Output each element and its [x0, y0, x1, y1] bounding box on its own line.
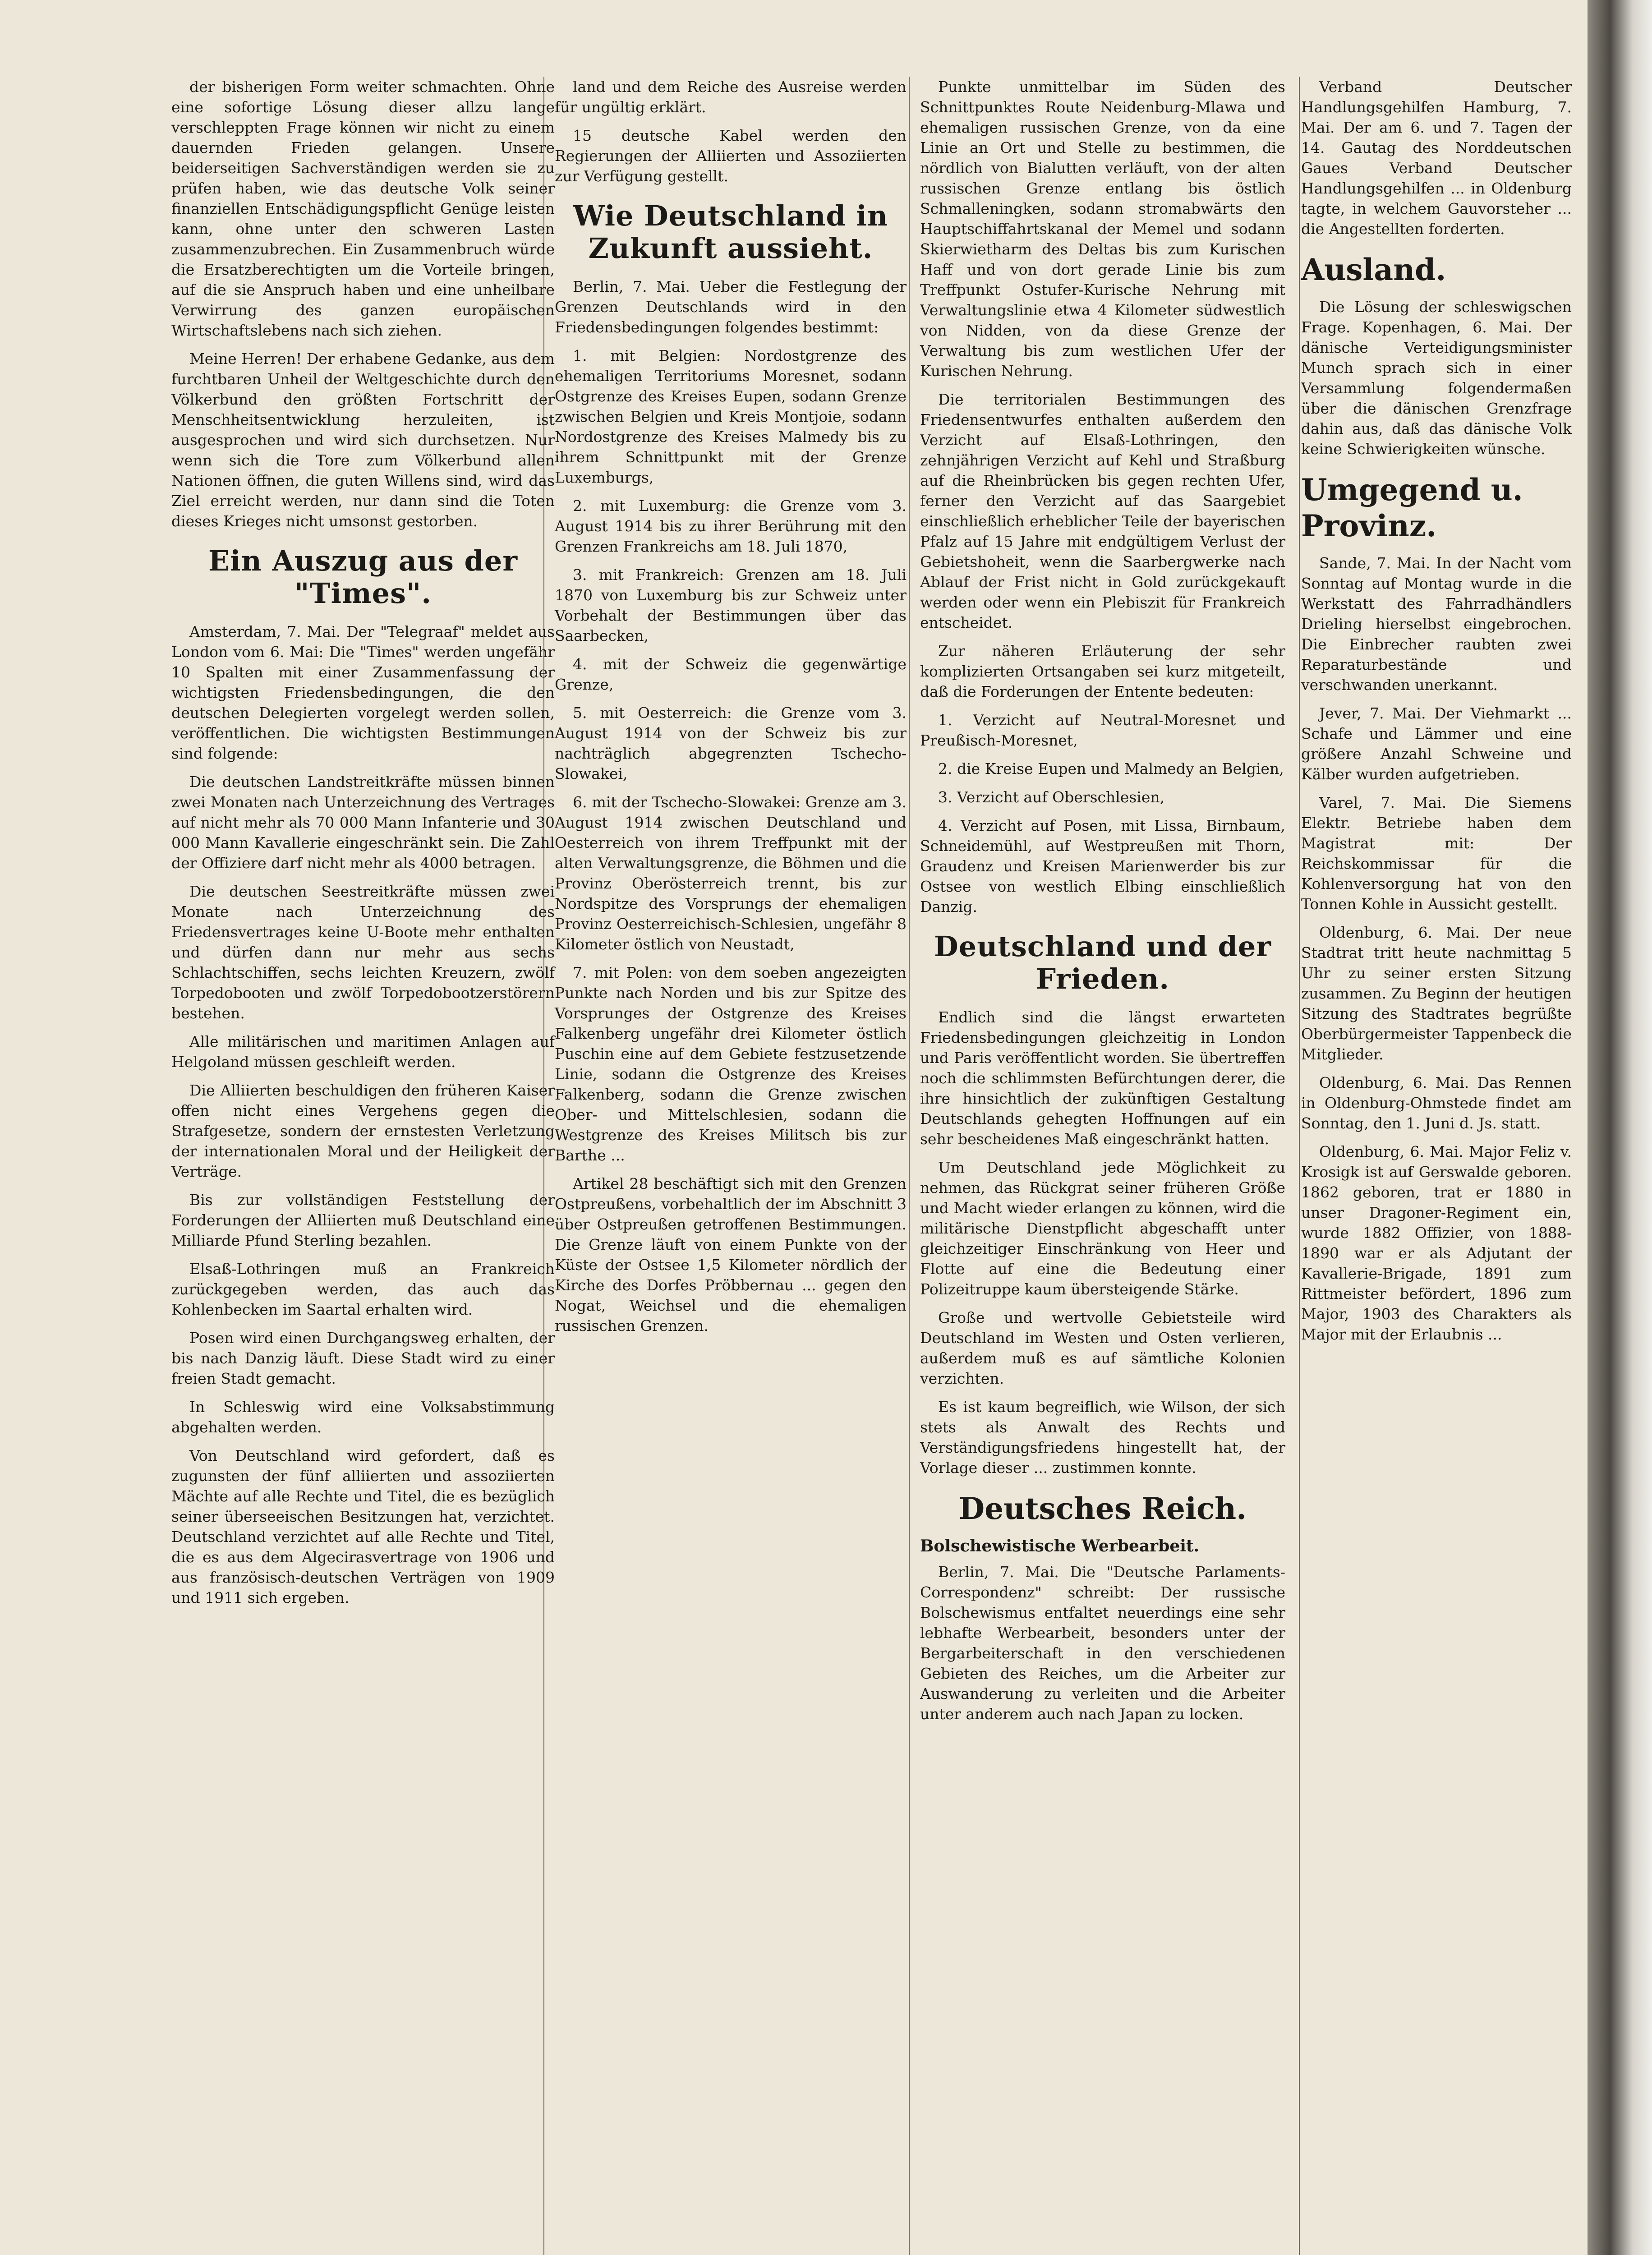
column-1 [171, 77, 555, 2255]
article-paragraph: Punkte unmittelbar im Süden des Schnittpunktes Route Neidenburg-Mlawa und ehemaligen russischen Grenze, von da eine Linie an Ort und Stelle zu bestimmen, die nördlich von Bialutten verläuft, von der alten russischen Grenze entlang bis östlich Schmalleningken, sodann stromabwärts den Hauptschiffahrtskanal der Memel und sodann Skierwietharm des Deltas bis zum Kurischen Haff und von dort gerade Linie bis zum Treffpunkt Ostufer-Kurische Nehrung mit Verwaltungslinie etwa 4 Kilometer südwestlich von Nidden, von da diese Grenze der Verwaltung bis zum westlichen Ufer der Kurischen Nehrung. [920, 78, 1285, 380]
article-paragraph: 3. Verzicht auf Oberschlesien, [938, 788, 1165, 806]
article-paragraph: Sande, 7. Mai. In der Nacht vom Sonntag auf Montag wurde in die Werkstatt des Fahrradhändlers Drieling hierselbst eingebrochen. Die Einbrecher raubten zwei Reparaturbestände und verschwanden unerkannt. [1301, 554, 1572, 694]
article-paragraph: Die deutschen Seestreitkräfte müssen zwei Monate nach Unterzeichnung des Friedensvertrages keine U-Boote mehr enthalten und dürfen dann nur mehr aus sechs Schlachtschiffen, sechs leichten Kreuzern, zwölf Torpedobooten und zwölf Torpedobootzerstörern bestehen. [171, 883, 555, 1022]
article-paragraph: Varel, 7. Mai. Die Siemens Elektr. Betriebe haben dem Magistrat mit: Der Reichskommissar für die Kohlenversorgung hat von den Tonnen Kohle in Aussicht gestellt. [1301, 794, 1572, 913]
article-paragraph: Große und wertvolle Gebietsteile wird Deutschland im Westen und Osten verlieren, außerdem muß es auf sämtliche Kolonien verzichten. [920, 1309, 1285, 1387]
article-paragraph: der bisherigen Form weiter schmachten. Ohne eine sofortige Lösung dieser allzu lange verschleppten Frage können wir nicht zu einem dauernden Frieden gelangen. Unsere beiderseitigen Sachverständigen werden sie zu prüfen haben, wie das deutsche Volk seiner finanziellen Entschädigungspflicht Genüge leisten kann, ohne unter den schweren Lasten zusammenzubrechen. Ein Zusammenbruch würde die Ersatzberechtigten um die Vorteile bringen, auf die sie Anspruch haben und eine unheilbare Verwirrung des ganzen europäischen Wirtschaftslebens nach sich ziehen. [171, 78, 555, 339]
article-paragraph: Oldenburg, 6. Mai. Der neue Stadtrat tritt heute nachmittag 5 Uhr zu seiner ersten Sitzung zusammen. Zu Beginn der heutigen Sitzung des Stadtrates begrüßte Oberbürgermeister Tappenbeck die Mitglieder. [1301, 924, 1572, 1063]
column-4 [1301, 77, 1572, 2255]
article-paragraph: Um Deutschland jede Möglichkeit zu nehmen, das Rückgrat seiner früheren Größe und Macht wieder erlangen zu können, wird die militärische Dienstpflicht abgeschafft unter gleichzeitiger Einschränkung von Heer und Flotte auf eine die Bedeutung einer Polizeitruppe kaum übersteigende Stärke. [920, 1159, 1285, 1298]
article-subheading: Bolschewistische Werbearbeit. [920, 1537, 1200, 1555]
article-paragraph: 3. mit Frankreich: Grenzen am 18. Juli 1870 von Luxemburg bis zur Schweiz unter Vorbehalt der Bestimmungen über das Saarbecken, [555, 566, 907, 644]
article-paragraph: 7. mit Polen: von dem soeben angezeigten Punkte nach Norden und bis zur Spitze des Vorsprunges der Ostgrenze des Kreises Falkenberg ungefähr drei Kilometer östlich Puschin eine auf dem Gebiete festzusetzende Linie, sodann die Ostgrenze des Kreises Falkenberg, sodann die Grenze zwischen Ober- und Mittelschlesien, sodann die Westgrenze des Kreises Militsch bis zur Barthe ... [555, 964, 907, 1164]
column-2 [555, 77, 907, 2255]
article-paragraph: Jever, 7. Mai. Der Viehmarkt ... Schafe und Lämmer und eine größere Anzahl Schweine und Kälber wurden aufgetrieben. [1301, 704, 1572, 783]
newspaper-columns [104, 77, 1574, 2255]
article-paragraph: land und dem Reiche des Ausreise werden für ungültig erklärt. [555, 78, 907, 116]
article-paragraph: Von Deutschland wird gefordert, daß es zugunsten der fünf alliierten und assoziierten Mächte auf alle Rechte und Titel, die es bezüglich seiner überseeischen Besitzungen hat, verzichtet. Deutschland verzichtet auf alle Rechte und Titel, die es aus dem Algecirasvertrage von 1906 und aus französisch-deutschen Verträgen von 1909 und 1911 sich ergeben. [171, 1447, 555, 1606]
column-3 [920, 77, 1285, 2255]
article-paragraph: 1. Verzicht auf Neutral-Moresnet und Preußisch-Moresnet, [920, 711, 1285, 749]
section-heading: Deutsches Reich. [958, 1491, 1247, 1526]
section-heading: Ausland. [1301, 252, 1446, 287]
article-paragraph: Die Alliierten beschuldigen den früheren Kaiser offen nicht eines Vergehens gegen die Strafgesetze, sondern der ernstesten Verletzung der internationalen Moral und der Heiligkeit der Verträge. [171, 1081, 555, 1180]
article-paragraph: 15 deutsche Kabel werden den Regierungen der Alliierten und Assoziierten zur Verfügung gestellt. [555, 127, 907, 185]
article-paragraph: Amsterdam, 7. Mai. Der "Telegraaf" meldet aus London vom 6. Mai: Die "Times" werden ungefähr 10 Spalten mit einer Zusammenfassung der wichtigsten Friedensbedingungen, die den deutschen Delegierten vorgelegt werden sollen, veröffentlichen. Die wichtigsten Bestimmungen sind folgende: [171, 623, 555, 762]
article-paragraph: Die territorialen Bestimmungen des Friedensentwurfes enthalten außerdem den Verzicht auf Elsaß-Lothringen, den zehnjährigen Verzicht auf Kehl und Straßburg auf die Rheinbrücken bis gegen rechten Ufer, ferner den Verzicht auf das Saargebiet einschließlich erheblicher Teile der bayerischen Pfalz auf 15 Jahre mit endgültigem Verlust der Gebietshoheit, wenn die Saarbergwerke nach Ablauf der Frist nicht in Gold zurückgekauft werden oder wenn ein Plebiszit für Frankreich entscheidet. [920, 391, 1285, 631]
article-paragraph: Die deutschen Landstreitkräfte müssen binnen zwei Monaten nach Unterzeichnung des Vertrages auf nicht mehr als 70 000 Mann Infanterie und 30 000 Mann Kavallerie eingeschränkt sein. Die Zahl der Offiziere darf nicht mehr als 4000 betragen. [171, 773, 555, 872]
article-paragraph: Artikel 28 beschäftigt sich mit den Grenzen Ostpreußens, vorbehaltlich der im Abschnitt 3 über Ostpreußen getroffenen Bestimmungen. Die Grenze läuft von einem Punkte von der Küste der Ostsee 1,5 Kilometer nördlich der Kirche des Dorfes Pröbbernau ... gegen den Nogat, Weichsel und die ehemaligen russischen Grenzen. [555, 1175, 907, 1335]
article-paragraph: Es ist kaum begreiflich, wie Wilson, der sich stets als Anwalt des Rechts und Verständigungsfriedens hingestellt hat, der Vorlage dieser ... zustimmen konnte. [920, 1398, 1285, 1477]
article-paragraph: Bis zur vollständigen Feststellung der Forderungen der Alliierten muß Deutschland eine Milliarde Pfund Sterling bezahlen. [171, 1191, 555, 1249]
article-paragraph: 4. mit der Schweiz die gegenwärtige Grenze, [555, 655, 907, 693]
article-paragraph: Alle militärischen und maritimen Anlagen auf Helgoland müssen geschleift werden. [171, 1033, 555, 1071]
article-headline: Wie Deutschland in Zukunft aussieht. [573, 199, 888, 265]
article-paragraph: 4. Verzicht auf Posen, mit Lissa, Birnbaum, Schneidemühl, auf Westpreußen mit Thorn, Graudenz und Kreisen Marienwerder bis zur Ostsee von westlich Elbing einschließlich Danzig. [920, 817, 1285, 916]
article-paragraph: Oldenburg, 6. Mai. Major Feliz v. Krosigk ist auf Gerswalde geboren. 1862 geboren, trat er 1880 in unser Dragoner-Regiment ein, wurde 1882 Offizier, von 1888-1890 war er als Adjutant der Kavallerie-Brigade, 1891 zum Rittmeister befördert, 1896 zum Major, 1903 des Charakters als Major mit der Erlaubnis ... [1301, 1143, 1572, 1343]
article-paragraph: Zur näheren Erläuterung der sehr komplizierten Ortsangaben sei kurz mitgeteilt, daß die Forderungen der Entente bedeuten: [920, 642, 1285, 700]
article-paragraph: 2. mit Luxemburg: die Grenze vom 3. August 1914 bis zu ihrer Berührung mit den Grenzen Frankreichs am 18. Juli 1870, [555, 497, 907, 555]
section-heading: Umgegend u. Provinz. [1301, 472, 1523, 543]
article-paragraph: 1. mit Belgien: Nordostgrenze des ehemaligen Territoriums Moresnet, sodann Ostgrenze des Kreises Eupen, sodann Grenze zwischen Belgien und Kreis Montjoie, sodann Nordostgrenze des Kreises Malmedy bis zu ihrem Schnittpunkt mit der Grenze Luxemburgs, [555, 347, 907, 486]
article-paragraph: Elsaß-Lothringen muß an Frankreich zurückgegeben werden, das auch das Kohlenbecken im Saartal erhalten wird. [171, 1260, 555, 1318]
article-headline: Deutschland und der Frieden. [934, 930, 1271, 995]
article-paragraph: Meine Herren! Der erhabene Gedanke, aus dem furchtbaren Unheil der Weltgeschichte durch den Völkerbund den größten Fortschritt der Menschheitsentwicklung herzuleiten, ist ausgesprochen und wird sich durchsetzen. Nur wenn sich die Tore zum Völkerbund allen Nationen öffnen, die guten Willens sind, wird das Ziel erreicht werden, nur dann sind die Toten dieses Krieges nicht umsonst gestorben. [171, 350, 555, 530]
article-paragraph: 6. mit der Tschecho-Slowakei: Grenze am 3. August 1914 zwischen Deutschland und Oesterreich von ihrem Treffpunkt mit der alten Verwaltungsgrenze, die Böhmen und die Provinz Oberösterreich trennt, bis zur Nordspitze des Vorsprungs der ehemaligen Provinz Oesterreichisch-Schlesien, ungefähr 8 Kilometer östlich von Neustadt, [555, 793, 907, 953]
article-paragraph: Oldenburg, 6. Mai. Das Rennen in Oldenburg-Ohmstede findet am Sonntag, den 1. Juni d. Js. statt. [1301, 1074, 1572, 1132]
article-paragraph: Berlin, 7. Mai. Die "Deutsche Parlaments-Correspondenz" schreibt: Der russische Bolschewismus entfaltet neuerdings eine sehr lebhafte Werbearbeit, besonders unter der Bergarbeiterschaft in den verschiedenen Gebieten des Reiches, um die Arbeiter zur Auswanderung zu verleiten und die Arbeiter unter anderem auch nach Japan zu locken. [920, 1563, 1285, 1723]
article-paragraph: Posen wird einen Durchgangsweg erhalten, der bis nach Danzig läuft. Diese Stadt wird zu einer freien Stadt gemacht. [171, 1329, 555, 1387]
article-paragraph: In Schleswig wird eine Volksabstimmung abgehalten werden. [171, 1398, 555, 1436]
article-headline: Ein Auszug aus der "Times". [208, 544, 518, 610]
page-edge-shadow [1588, 0, 1652, 2255]
article-paragraph: Endlich sind die längst erwarteten Friedensbedingungen gleichzeitig in London und Paris veröffentlicht worden. Sie übertreffen noch die schlimmsten Befürchtungen derer, die ihre hinsichtlich der zukünftigen Gestaltung Deutschlands gehegten Hoffnungen auf ein sehr bescheidenes Maß eingeschränkt hatten. [920, 1008, 1285, 1148]
article-paragraph: 2. die Kreise Eupen und Malmedy an Belgien, [938, 760, 1284, 778]
article-paragraph: 5. mit Oesterreich: die Grenze vom 3. August 1914 von der Schweiz bis zur nachträglich abgegrenzten Tschecho-Slowakei, [555, 704, 907, 782]
article-paragraph: Verband Deutscher Handlungsgehilfen Hamburg, 7. Mai. Der am 6. und 7. Tagen der 14. Gautag des Norddeutschen Gaues Verband Deutscher Handlungsgehilfen ... in Oldenburg tagte, in welchem Gauvorsteher ... die Angestellten forderten. [1301, 78, 1572, 238]
article-paragraph: Die Lösung der schleswigschen Frage. Kopenhagen, 6. Mai. Der dänische Verteidigungsminister Munch sprach sich in einer Versammlung folgendermaßen über die dänischen Grenzfrage dahin aus, daß das dänische Volk keine Schwierigkeiten wünsche. [1301, 298, 1572, 458]
article-paragraph: Berlin, 7. Mai. Ueber die Festlegung der Grenzen Deutschlands wird in den Friedensbedingungen folgendes bestimmt: [555, 278, 907, 336]
